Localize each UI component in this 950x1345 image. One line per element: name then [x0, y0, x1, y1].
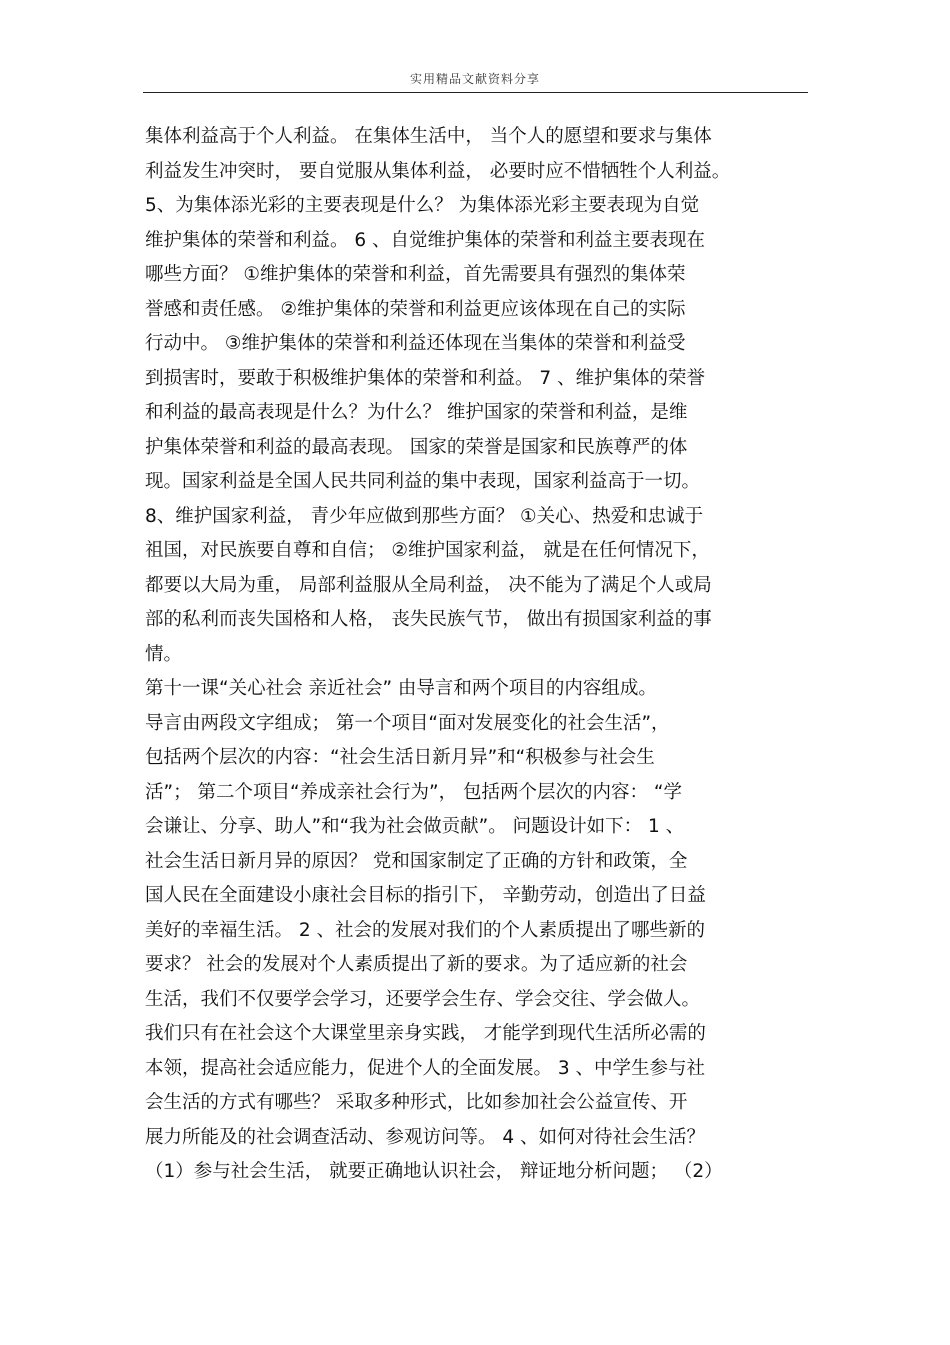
text-line: 要求？ 社会的发展对个人素质提出了新的要求。为了适应新的社会	[145, 954, 688, 975]
text-line: 和利益的最高表现是什么？为什么？ 维护国家的荣誉和利益，是维	[145, 402, 688, 423]
text-line: 哪些方面？ ①维护集体的荣誉和利益，首先需要具有强烈的集体荣	[145, 264, 686, 285]
text-line: 活”； 第二个项目“养成亲社会行为”， 包括两个层次的内容： “学	[145, 781, 682, 803]
text-line: 行动中。 ③维护集体的荣誉和利益还体现在当集体的荣誉和利益受	[145, 333, 686, 354]
text-line: 包括两个层次的内容：“社会生活日新月异”和“积极参与社会生	[145, 747, 655, 768]
text-line: 都要以大局为重， 局部利益服从全局利益， 决不能为了满足个人或局	[145, 574, 712, 596]
page-header-title: 实用精品文献资料分享	[409, 72, 540, 86]
text-line: 生活，我们不仅要学会学习，还要学会生存、学会交往、学会做人。	[145, 988, 701, 1010]
text-line: 5、为集体添光彩的主要表现是什么？ 为集体添光彩主要表现为自觉	[145, 195, 700, 216]
text-line: 护集体荣誉和利益的最高表现。 国家的荣誉是国家和民族尊严的体	[145, 436, 688, 458]
text-line: 第十一课“关心社会 亲近社会” 由导言和两个项目的内容组成。	[145, 678, 657, 699]
text-line: 利益发生冲突时， 要自觉服从集体利益， 必要时应不惜牺牲个人利益。	[145, 160, 731, 182]
text-line: 国人民在全面建设小康社会目标的指引下， 辛勤劳动，创造出了日益	[145, 885, 706, 906]
document-body	[145, 120, 810, 1190]
text-line: （1）参与社会生活， 就要正确地认识社会， 辩证地分析问题； （2）	[145, 1161, 723, 1182]
text-line: 社会生活日新月异的原因？ 党和国家制定了正确的方针和政策，全	[145, 850, 688, 872]
text-line: 美好的幸福生活。 2 、社会的发展对我们的个人素质提出了哪些新的	[145, 919, 706, 941]
text-line: 导言由两段文字组成； 第一个项目“面对发展变化的社会生活”，	[145, 712, 670, 734]
text-line: 本领，提高社会适应能力，促进个人的全面发展。 3 、中学生参与社	[145, 1057, 706, 1079]
header-divider	[143, 92, 808, 93]
text-line: 维护集体的荣誉和利益。 6 、自觉维护集体的荣誉和利益主要表现在	[145, 229, 706, 251]
text-line: 誉感和责任感。 ②维护集体的荣誉和利益更应该体现在自己的实际	[145, 298, 686, 320]
text-line: 会生活的方式有哪些？ 采取多种形式，比如参加社会公益宣传、开	[145, 1092, 688, 1113]
text-line: 展力所能及的社会调查活动、参观访问等。 4 、如何对待社会生活？	[145, 1126, 706, 1148]
text-line: 会谦让、分享、助人”和“我为社会做贡献”。 问题设计如下： 1 、	[145, 816, 685, 837]
text-line: 到损害时，要敢于积极维护集体的荣誉和利益。 7 、维护集体的荣誉	[145, 367, 706, 389]
text-line: 祖国，对民族要自尊和自信； ②维护国家利益， 就是在任何情况下，	[145, 540, 710, 561]
text-line: 部的私利而丧失国格和人格， 丧失民族气节， 做出有损国家利益的事	[145, 609, 712, 630]
text-line: 集体利益高于个人利益。 在集体生活中， 当个人的愿望和要求与集体	[145, 126, 712, 147]
text-line: 情。	[145, 643, 183, 665]
text-line: 现。国家利益是全国人民共同利益的集中表现，国家利益高于一切。	[145, 471, 701, 492]
text-line: 8、维护国家利益， 青少年应做到那些方面？ ①关心、热爱和忠诚于	[145, 505, 704, 527]
text-line: 我们只有在社会这个大课堂里亲身实践， 才能学到现代生活所必需的	[145, 1023, 706, 1044]
